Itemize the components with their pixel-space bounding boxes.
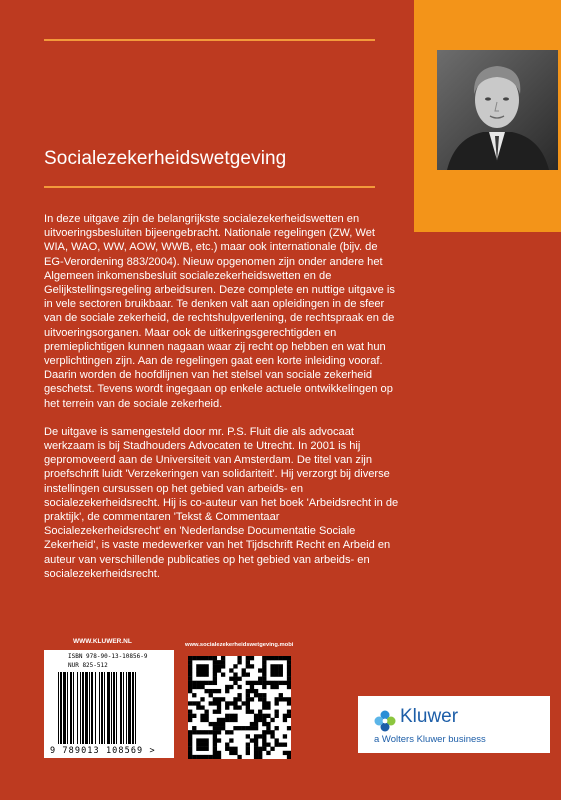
barcode-digits: 9 789013 108569 > [50,746,156,756]
qr-code-pattern [188,656,291,759]
isbn-label: ISBN 978-90-13-10856-9 [68,653,148,660]
author-paragraph: De uitgave is samengesteld door mr. P.S. Fluit die als advocaat werkzaam is bij Stadhouders Advocaten te Utrecht. In 2001 is hij gepromoveerd aan de Universiteit van Amsterdam. De titel van zijn proefschrift luidt 'Verzekeringen van solidariteit'. Hij verzorgt bij diverse instellingen cursussen op het gebied van arbeids- en socialezekerheidsrecht. Hij is co-auteur van het boek 'Arbeidsrecht in de praktijk', de commentaren 'Tekst & Commentaar Socialezekerheidsrecht' en 'Nederlandse Documentatie Sociale Zekerheid', is vaste medewerker van het Tijdschrift Recht en Arbeid en auteur van verschillende publicaties op het gebied van arbeids- en socialezekerheidsrecht. [44,425,399,580]
qr-url-label: www.socialezekerheidswetgeving.mobi [185,642,294,648]
author-photo [437,50,558,170]
publisher-logo [358,696,550,753]
description [44,212,399,595]
book-title: Socialezekerheidswetgeving [44,148,287,169]
summary-paragraph: In deze uitgave zijn de belangrijkste socialezekerheidswetten en uitvoeringsbesluiten bijeengebracht. Nationale regelingen (ZW, Wet WIA, WAO, WW, AOW, WWB, etc.) maar ook internationale (bijv. de EG-Verordening 883/2004). Nieuw opgenomen zijn onder andere het Algemeen inkomensbesluit socialezekerheidswetten en de Gelijkstellingsregeling arbeidsuren. Deze complete en nuttige uitgave is in vele sectoren bruikbaar. Te denken valt aan opleidingen in de sfeer van de sociale zekerheid, de rechtshulpverlening, de rechtspraak en de uitvoeringsorganen. Maar ook de uitkeringsgerechtigden en premieplichtigen kunnen nagaan waar zij recht op hebben en wat hun verplichtingen zijn. Aan de regelingen gaat een korte inleiding vooraf. Daarin worden de hoofdlijnen van het stelsel van sociale zekerheid geschetst. Tevens wordt ingegaan op enkele actuele ontwikkelingen op het terrein van de sociale zekerheid. [44,213,395,410]
publisher-name: Kluwer [400,706,459,727]
website-label: WWW.KLUWER.NL [73,638,132,645]
qr-code [188,656,291,759]
nur-label: NUR 825-512 [68,662,108,669]
publisher-tagline: a Wolters Kluwer business [374,734,486,745]
top-rule [44,39,375,41]
barcode-bars [58,672,166,744]
title-rule [44,186,375,188]
isbn-barcode [44,650,174,758]
kluwer-flower-icon [374,710,396,732]
